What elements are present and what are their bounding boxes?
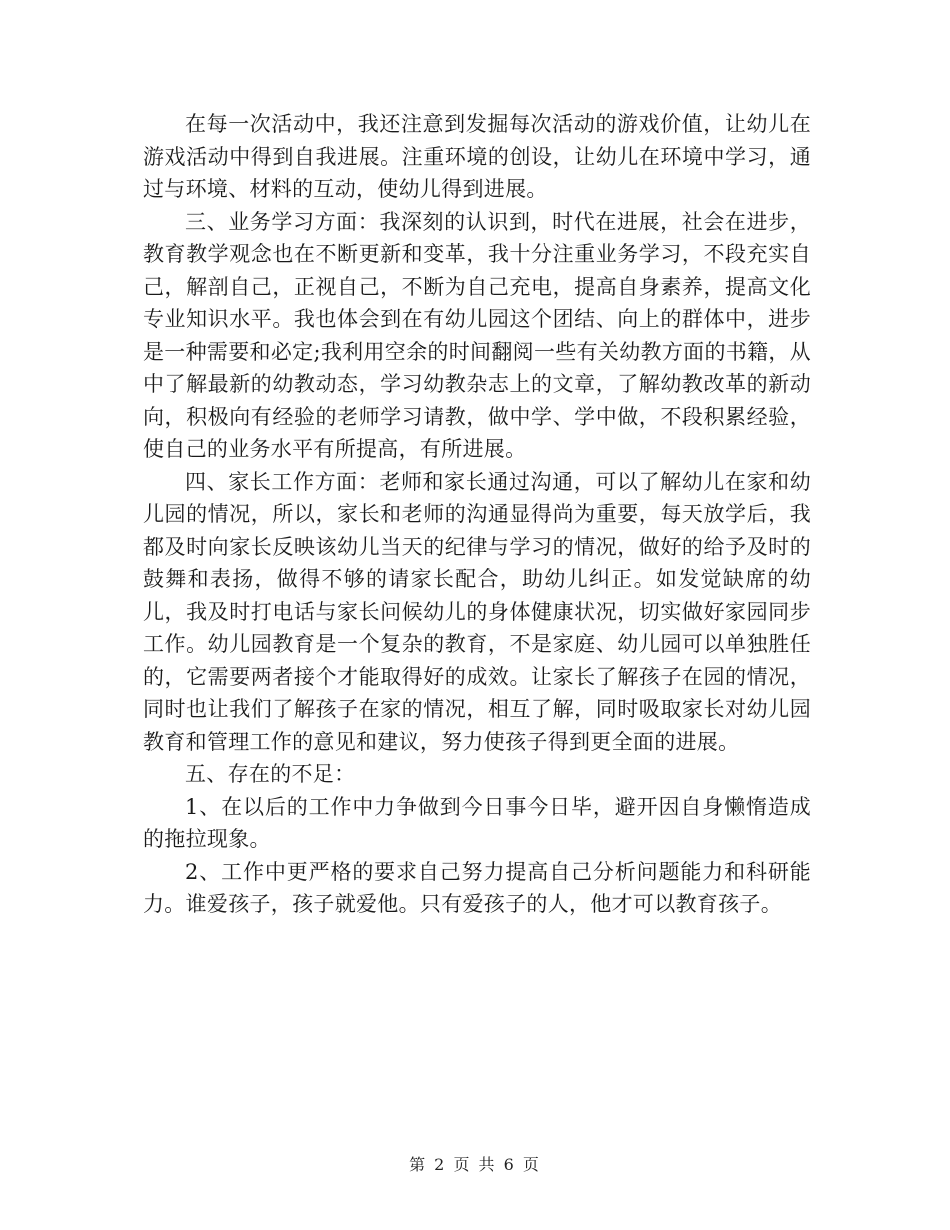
- paragraph-activities: 在每一次活动中，我还注意到发掘每次活动的游戏价值，让幼儿在游戏活动中得到自我进展。注重环境的创设，让幼儿在环境中学习，通过与环境、材料的互动，使幼儿得到进展。: [143, 112, 811, 201]
- paragraph-shortcomings-heading: 五、存在的不足：: [185, 762, 356, 786]
- page-footer: 第 2 页 共 6 页: [409, 1155, 541, 1174]
- paragraph-professional-study: 三、业务学习方面：我深刻的认识到，时代在进展，社会在进步，教育教学观念也在不断更新和变革，我十分注重业务学习，不段充实自己，解剖自己，正视自己，不断为自己充电，提高自身素养，提高文化专业知识水平。我也体会到在有幼儿园这个团结、向上的群体中，进步是一种需要和必定;我利用空余的时间翻阅一些有关幼教方面的书籍，从中了解最新的幼教动态，学习幼教杂志上的文章，了解幼教改革的新动向，积极向有经验的老师学习请教，做中学、学中做，不段积累经验，使自己的业务水平有所提高，有所进展。: [143, 209, 811, 461]
- document-body: [143, 108, 811, 921]
- paragraph-shortcoming-2: 2、工作中更严格的要求自己努力提高自己分析问题能力和科研能力。谁爱孩子，孩子就爱他。只有爱孩子的人，他才可以教育孩子。: [143, 859, 811, 916]
- paragraph-parent-work: 四、家长工作方面：老师和家长通过沟通，可以了解幼儿在家和幼儿园的情况，所以，家长和老师的沟通显得尚为重要，每天放学后，我都及时向家长反映该幼儿当天的纪律与学习的情况，做好的给予及时的鼓舞和表扬，做得不够的请家长配合，助幼儿纠正。如发觉缺席的幼儿，我及时打电话与家长问候幼儿的身体健康状况，切实做好家园同步工作。幼儿园教育是一个复杂的教育，不是家庭、幼儿园可以单独胜任的，它需要两者接个才能取得好的成效。让家长了解孩子在园的情况，同时也让我们了解孩子在家的情况，相互了解，同时吸取家长对幼儿园教育和管理工作的意见和建议，努力使孩子得到更全面的进展。: [143, 469, 811, 754]
- paragraph-shortcoming-1: 1、在以后的工作中力争做到今日事今日毕，避开因自身懒惰造成的拖拉现象。: [143, 794, 811, 851]
